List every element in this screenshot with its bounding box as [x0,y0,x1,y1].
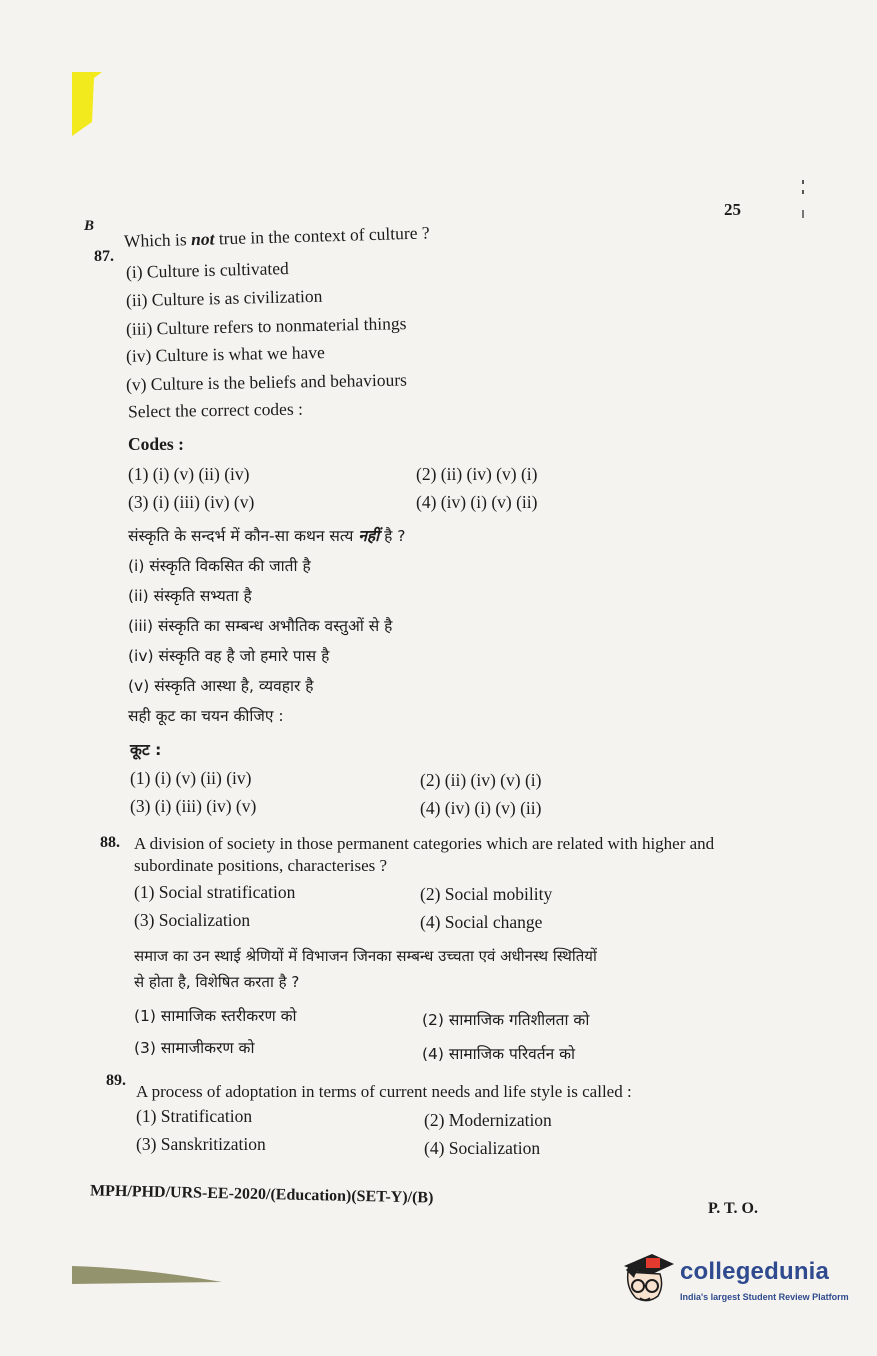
option-item: (3) Socialization [134,910,251,930]
option-item: (1) Social stratification [134,882,296,902]
hindi-option-item: (iii) संस्कृति का सम्बन्ध अभौतिक वस्तुओं से है [128,617,393,635]
hindi-option-item: (3) सामाजीकरण को [134,1039,255,1057]
collegedunia-logo [618,1248,848,1318]
select-instruction: Select the correct codes : [127,398,304,422]
please-turn-over: P. T. O. [708,1200,758,1217]
hindi-code-option: (4) (iv) (i) (v) (ii) [420,798,542,818]
code-option: (2) (ii) (iv) (v) (i) [416,464,538,484]
option-item: (1) Stratification [136,1106,253,1126]
yellow-tab-mark [72,72,104,136]
question-emphasis: not [190,228,215,250]
logo-tagline: India's largest Student Review Platform [680,1292,849,1302]
page-shadow [72,1258,222,1284]
mascot-icon [618,1248,676,1312]
code-option: (3) (i) (iii) (iv) (v) [128,492,255,512]
option-item: (v) Culture is the beliefs and behaviours [125,369,408,395]
hindi-select-instruction: सही कूट का चयन कीजिए : [128,707,284,725]
hindi-question-text [128,522,405,550]
code-option: (4) (iv) (i) (v) (ii) [416,492,538,512]
option-item: (ii) Culture is as civilization [125,285,323,311]
question-text [124,218,430,255]
hindi-code-option: (1) (i) (v) (ii) (iv) [130,768,252,788]
codes-label: Codes : [128,434,184,454]
question-text: A process of adoptation in terms of current needs and life style is called : [136,1082,632,1101]
option-item: (iv) Culture is what we have [125,342,325,366]
hindi-question-part: संस्कृति के सन्दर्भ में कौन-सा कथन सत्य [128,527,359,545]
question-text: subordinate positions, characterises ? [134,856,388,875]
question-number: 87. [94,248,114,265]
hindi-option-item: (v) संस्कृति आस्था है, व्यवहार है [128,677,314,695]
hindi-code-option: (3) (i) (iii) (iv) (v) [130,796,257,816]
option-item: (4) Social change [420,912,543,932]
hindi-question-text: से होता है, विशेषित करता है ? [134,973,300,991]
option-item: (4) Socialization [424,1138,541,1158]
hindi-question-part: है ? [379,527,406,545]
hindi-option-item: (4) सामाजिक परिवर्तन को [422,1045,576,1063]
hindi-option-item: (iv) संस्कृति वह है जो हमारे पास है [128,647,330,665]
question-number: 89. [106,1072,126,1089]
question-number: 88. [100,834,120,851]
set-mark: B [84,218,95,234]
hindi-question-emphasis: नहीं [358,527,380,545]
option-item: (i) Culture is cultivated [125,258,290,282]
option-item: (3) Sanskritization [136,1134,266,1154]
hindi-option-item: (2) सामाजिक गतिशीलता को [422,1011,590,1029]
hindi-option-item: (i) संस्कृति विकसित की जाती है [128,557,311,575]
margin-marks [802,180,805,220]
hindi-codes-label: कूट : [130,741,162,759]
page-number: 25 [724,200,741,219]
option-item: (2) Modernization [424,1110,552,1130]
hindi-option-item: (1) सामाजिक स्तरीकरण को [134,1007,297,1025]
hindi-question-text: समाज का उन स्थाई श्रेणियों में विभाजन जिनका सम्बन्ध उच्चता एवं अधीनस्थ स्थितियों [134,947,597,965]
question-text: A division of society in those permanent categories which are related with higher and [134,834,715,853]
hindi-code-option: (2) (ii) (iv) (v) (i) [420,770,542,790]
question-text-part: Which is [123,229,192,251]
question-text-part: true in the context of culture ? [214,222,430,249]
code-option: (1) (i) (v) (ii) (iv) [128,464,250,484]
logo-wordmark: collegedunia [680,1258,830,1285]
option-item: (2) Social mobility [420,884,553,904]
paper-code: MPH/PHD/URS-EE-2020/(Education)(SET-Y)/(B) [89,1182,434,1207]
option-item: (iii) Culture refers to nonmaterial things [125,313,407,339]
hindi-option-item: (ii) संस्कृति सभ्यता है [128,587,252,605]
